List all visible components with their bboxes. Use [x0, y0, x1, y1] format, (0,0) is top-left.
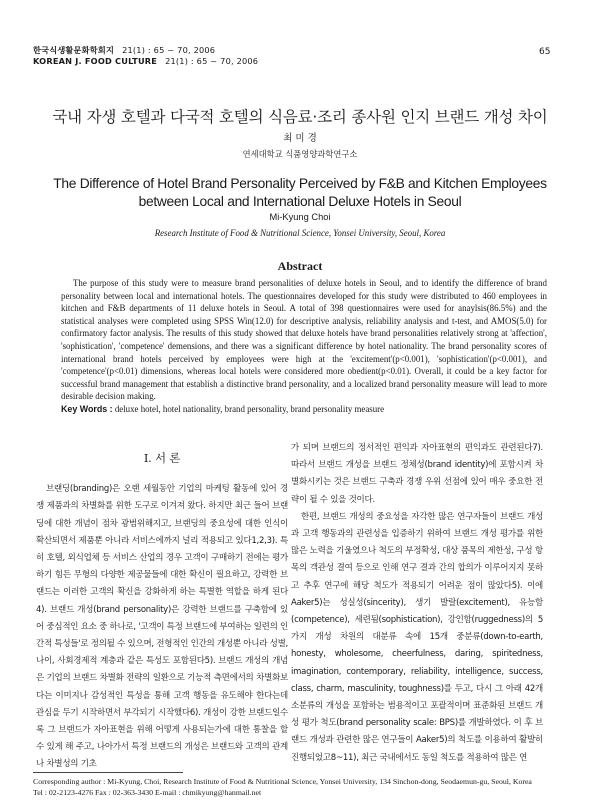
abstract-heading: Abstract: [277, 259, 323, 273]
keywords-text: deluxe hotel, hotel nationality, brand personality, brand personality measure: [114, 404, 385, 414]
footer-line-1: Corresponding author : Mi-Kyung, Choi, Research Institute of Food & Nutritional Science, Yonsei University, 134 Sinchon-dong, Seodaemun-gu, Seoul, Korea: [33, 777, 532, 786]
footer-divider: [33, 772, 183, 773]
english-title: The Difference of Hotel Brand Personality Perceived by F&B and Kitchen Employees between Local and International Deluxe Hotels in Seoul: [53, 176, 547, 209]
english-affiliation: Research Institute of Food & Nutritional Science, Yonsei University, Seoul, Korea: [154, 228, 446, 238]
right-paragraph-1: 가 되며 브랜드의 정서적인 편익과 자아표현의 편익과도 관련된다7). 따라서 브랜드 개성을 브랜드 정체성(brand identity)에 포함시켜 차별화시키는 것은 브랜드 구축과 경쟁 우위 선점에 있어 매우 중요한 전략이 될 수 있을 것이다.: [291, 443, 543, 505]
left-paragraph-1: 브랜딩(branding)은 오랜 세월동안 기업의 마케팅 활동에 있어 경쟁 제품과의 차별화를 위한 도구로 이겨져 왔다. 하지만 최근 들어 브랜딩에 대한 개념이 점차 광범위해지고, 브랜딩의 중요성에 대한 인식이 확산되면서 제품뿐 아니라 서비스에까지 널리 적용되고 있다1,2,3). 특히 호텔, 외식업체 등 서비스 산업의 경우 고객이 구매하기 전에는 평가하기 힘든 무형의 다양한 제공물들에 대한 확신이 필요하고, 강력한 브랜드는 이러한 고객의 확신을 강화하게 하는 특별한 역할을 하게 된다4). 브랜드 개성(brand personality)은 강력한 브랜드를 구축함에 있어 중심적인 요소 중 하나로, '고객이 특정 브랜드에 부여하는 일련의 인간적 특성들'로 정의될 수 있으며, 전형적인 인간의 개성뿐 아니라 성별, 나이, 사회경제적 계층과 같은 특성도 포함된다5). 브랜드 개성의 개념은 기업의 브랜드 차별화 전략의 일환으로 기능적 측면에서의 차별화보다는 이미지나 감성적인 특성을 통해 고객 행동을 유도해야 한다는데 관심을 두기 시작하면서 부각되기 시작했다6). 개성이 강한 브랜드일수록 그 브랜드가 자아표현을 위해 어떻게 사용되는가에 대한 통찰을 할 수 있게 해 주고, 나아가서 특정 브랜드의 개성은 브랜드와 고객의 관계나 차별성의 기초: [36, 484, 288, 770]
section-heading: I. 서 론: [143, 451, 181, 465]
journal-name-english: KOREAN J. FOOD CULTURE 21(1) : 65 ~ 70, 2006: [33, 56, 259, 66]
english-author: Mi-Kyung Choi: [269, 212, 331, 222]
korean-affiliation: 연세대학교 식품영양과학연구소: [242, 149, 358, 159]
corresponding-author-footer: [33, 776, 573, 798]
right-paragraph-2: 한편, 브랜드 개성의 중요성을 자각한 많은 연구자들이 브랜드 개성과 고객 행동과의 관련성을 입증하기 위하여 브랜드 개성 평가를 위한 많은 노력을 기울였으나 척도의 부정확성, 대상 품목의 제한성, 구성 항목의 객관성 결여 등으로 인해 연구 결과 간의 합의가 이루어지지 못하고 추후 연구에 해당 척도가 적용되기 어려운 점이 많았다5). 이에 Aaker5)는 성실성(sincerity), 생기 발랄(excitement), 유능함(competence), 세련됨(sophistication), 강인함(ruggedness)의 5가지 개성 차원의 대분류 속에 15개 중분류(down-to-earth, honesty, wholesome, cheerfulness, daring, spiritedness, imagination, contemporary, reliability, intelligence, success, class, charm, masculinity, toughness)를 두고, 다시 그 아래 42개 소분류의 개성을 포함하는 범용적이고 포괄적이며 표준화된 브랜드 개성 평가 척도(brand personality scale: BPS)를 개발하였다. 이 후 브랜드 개성과 관련한 많은 연구들이 Aaker5)의 척도를 이용하여 활발히 진행되었고8~11), 최근 국내에서도 동일 척도를 적용하여 많은 연: [291, 511, 543, 763]
korean-author: 최 미 경: [283, 133, 317, 144]
page-number: 65: [539, 47, 551, 57]
keywords-label: Key Words :: [61, 404, 113, 414]
korean-title: 국내 자생 호텔과 다국적 호텔의 식음료·조리 종사원 인지 브랜드 개성 차이: [52, 108, 548, 126]
abstract-body: [61, 277, 547, 403]
right-column: [291, 440, 543, 767]
abstract-text: The purpose of this study were to measure brand personalities of deluxe hotels in Seoul, and to identify the difference of brand personality between local and international hotels. The questionnaires developed for this study were distributed to 460 employees in kitchen and F&B departments of 11 deluxe hotels in Seoul. A total of 398 questionnaires were used for anaylsis(86.5%) and the statistical analyses were completed using SPSS Win(12.0) for descriptive analysis, reliability analysis and t-test, and AMOS(5.0) for confirmatory factor analysis. The results of this study showed that deluxe hotels have brand personalities relatively strong at 'affection', 'sophistication', 'competence' demensions, and there was a significant difference by hotel nationality. The brand personality scores of international brand hotels perceived by employees were high at the 'excitement'(p<0.001), 'sophistication'(p<0.001), and 'competence'(p<0.01) dimensions, whereas local hotels were considered more obedient(p<0.01). Overall, it could be a key factor for successful brand management that establish a distinctive brand personality, and a localized brand personality measure will lead to more desirable decision making.: [61, 278, 547, 402]
footer-line-2: Tel : 02-2123-4276 Fax : 02-363-3430 E-mail : chmikyung@hanmail.net: [33, 788, 262, 797]
keywords: [61, 404, 547, 414]
journal-name-korean: 한국식생활문화학회지 21(1) : 65 ~ 70, 2006: [33, 45, 216, 55]
journal-header: [33, 45, 553, 67]
left-column: [36, 440, 288, 774]
